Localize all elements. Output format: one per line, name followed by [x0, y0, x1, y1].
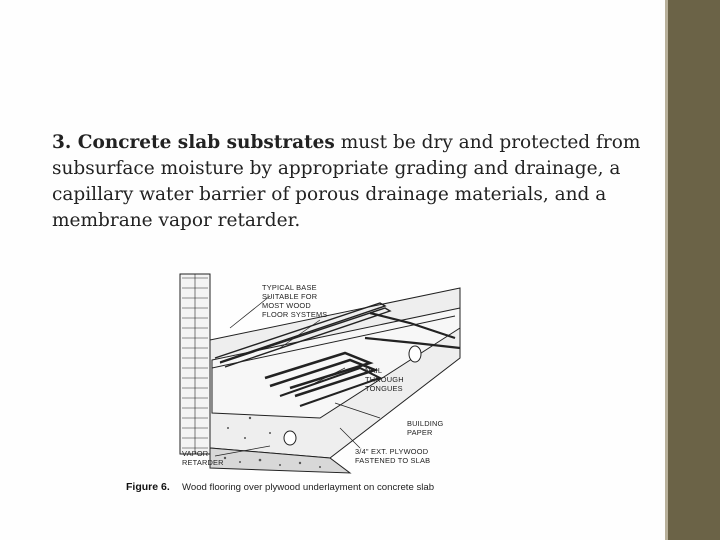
label-building-paper-2: PAPER: [407, 428, 433, 437]
label-nail-3: TONGUES: [365, 384, 403, 393]
label-typical-base-3: MOST WOOD: [262, 301, 311, 310]
label-plywood-1: 3/4" EXT. PLYWOOD: [355, 447, 429, 456]
sidebar-accent-bar: [668, 0, 720, 540]
label-nail-1: NAIL: [365, 366, 383, 375]
floor-section-drawing: [126, 268, 520, 498]
lead-text: 3. Concrete slab substrates: [52, 132, 335, 153]
figure-illustration: [126, 268, 520, 498]
label-building-paper-1: BUILDING: [407, 419, 444, 428]
label-typical-base-4: FLOOR SYSTEMS: [262, 310, 328, 319]
wall: [180, 274, 210, 454]
label-typical-base-1: TYPICAL BASE: [262, 283, 317, 292]
label-vapor-2: RETARDER: [182, 458, 224, 467]
figure-caption-number: Figure 6.: [126, 481, 170, 493]
body-paragraph: [52, 130, 642, 234]
label-vapor-1: VAPOR: [182, 449, 209, 458]
label-nail-2: THROUGH: [365, 375, 404, 384]
figure-caption-text: Wood flooring over plywood underlayment on concrete slab: [182, 482, 435, 493]
label-plywood-2: FASTENED TO SLAB: [355, 456, 431, 465]
label-typical-base-2: SUITABLE FOR: [262, 292, 318, 301]
paragraph-text: must be dry and protected from subsurface moisture by appropriate grading and drainage, a capillary water barrier of porous drainage materials, and a membrane vapor retarder.: [52, 132, 641, 231]
